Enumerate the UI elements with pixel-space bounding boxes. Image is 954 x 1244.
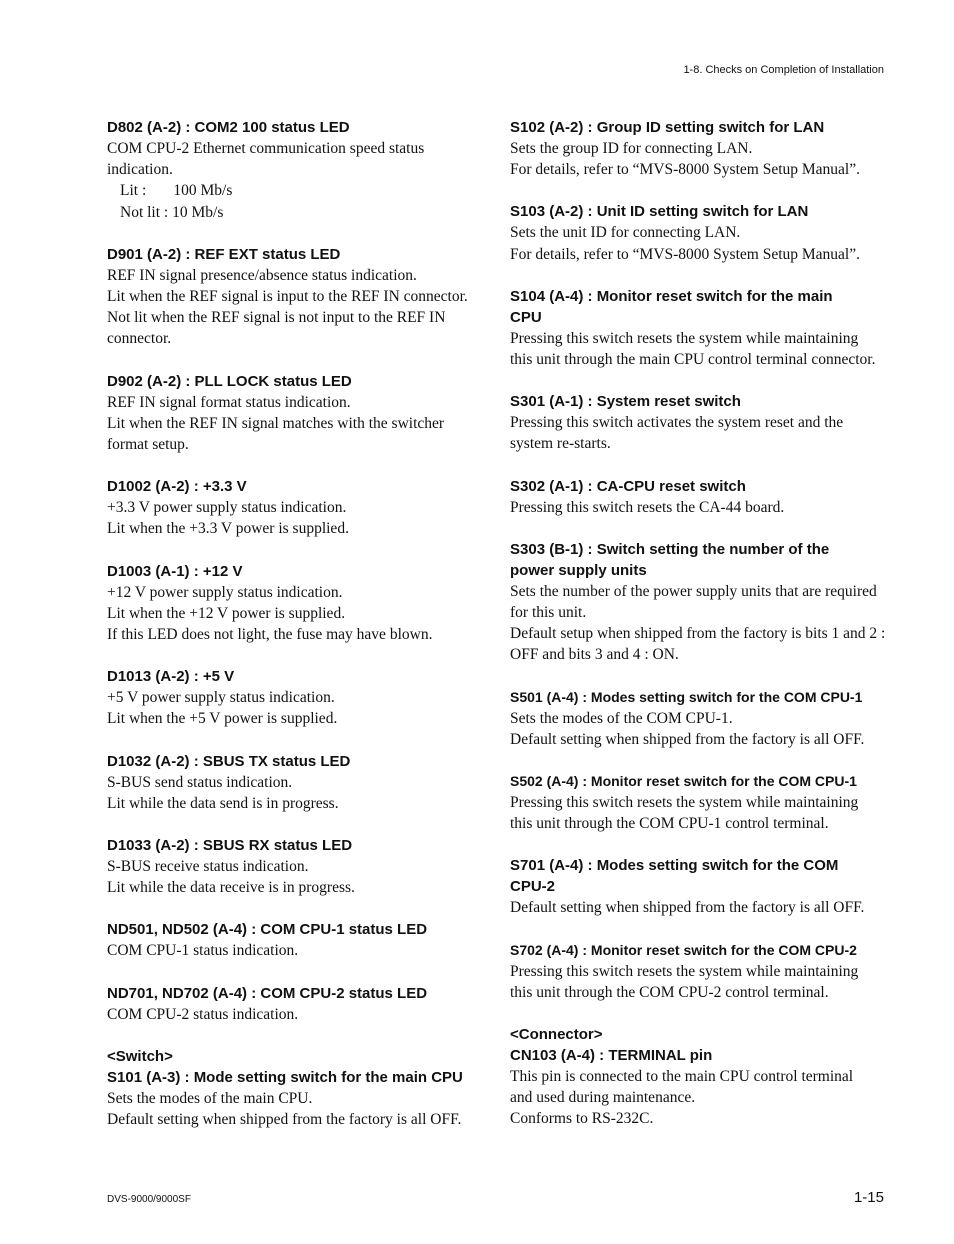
page-number: 1-15 <box>853 1189 884 1206</box>
entry-title: <Switch> S101 (A-3) : Mode setting switch for the main CPU <box>107 1047 463 1086</box>
entry-s103 <box>510 201 888 264</box>
entry-title: S303 (B-1) : Switch setting the number of the power supply units <box>510 540 830 579</box>
entry-title: D1002 (A-2) : +3.3 V <box>107 478 247 496</box>
entry-d1003 <box>107 561 485 646</box>
entry-s101 <box>107 1046 485 1130</box>
entry-title: S302 (A-1) : CA-CPU reset switch <box>510 477 746 495</box>
entry-line: Pressing this switch activates the system reset and the <box>510 414 844 432</box>
left-column <box>107 117 485 1151</box>
entry-title: S301 (A-1) : System reset switch <box>510 393 741 411</box>
entry-line: REF IN signal format status indication. <box>107 393 351 411</box>
entry-title: S702 (A-4) : Monitor reset switch for the COM CPU-2 <box>510 941 857 958</box>
entry-line: for this unit. <box>510 604 587 622</box>
entry-line: connector. <box>107 330 172 348</box>
entry-line: OFF and bits 3 and 4 : ON. <box>510 646 679 664</box>
entry-line: and used during maintenance. <box>510 1089 696 1107</box>
entry-line: Default setting when shipped from the factory is all OFF. <box>107 1111 462 1129</box>
entry-line: If this LED does not light, the fuse may have blown. <box>107 626 433 644</box>
entry-line: Lit while the data send is in progress. <box>107 794 339 812</box>
model-number: DVS-9000/9000SF <box>107 1194 191 1205</box>
entry-line: For details, refer to “MVS-8000 System Setup Manual”. <box>510 245 860 263</box>
entry-d1033 <box>107 835 485 898</box>
entry-title: D1013 (A-2) : +5 V <box>107 668 235 686</box>
entry-line: system re-starts. <box>510 435 611 453</box>
entry-nd501 <box>107 919 485 961</box>
entry-line: Default setup when shipped from the factory is bits 1 and 2 : <box>510 625 886 643</box>
entry-title: S104 (A-4) : Monitor reset switch for the main CPU <box>510 287 833 326</box>
entry-line: Sets the group ID for connecting LAN. <box>510 140 753 157</box>
entry-line: Lit when the +3.3 V power is supplied. <box>107 520 349 538</box>
entry-title: S502 (A-4) : Monitor reset switch for the COM CPU-1 <box>510 773 857 790</box>
entry-s502 <box>510 771 888 834</box>
entry-s701 <box>510 855 888 918</box>
entry-line: Pressing this switch resets the CA-44 board. <box>510 498 785 516</box>
entry-line: REF IN signal presence/absence status indication. <box>107 266 417 284</box>
entry-line: Pressing this switch resets the system while maintaining <box>510 794 859 812</box>
entry-line: +12 V power supply status indication. <box>107 583 343 601</box>
entry-line: Sets the unit ID for connecting LAN. <box>510 224 741 242</box>
entry-line: Lit when the REF IN signal matches with the switcher <box>107 414 445 432</box>
entry-line: Conforms to RS-232C. <box>510 1110 654 1128</box>
entry-title: ND701, ND702 (A-4) : COM CPU-2 status LED <box>107 984 428 1002</box>
entry-line: COM CPU-2 status indication. <box>107 1005 299 1023</box>
entry-line: For details, refer to “MVS-8000 System Setup Manual”. <box>510 161 860 179</box>
entry-line: indication. <box>107 161 173 179</box>
entry-s501 <box>510 687 888 750</box>
entry-line: Default setting when shipped from the factory is all OFF. <box>510 899 865 917</box>
entry-line-indented: Not lit : 10 Mb/s <box>120 203 224 221</box>
entry-line: Sets the modes of the COM CPU-1. <box>510 709 733 727</box>
entry-d902 <box>107 371 485 456</box>
entry-title: D901 (A-2) : REF EXT status LED <box>107 245 341 263</box>
entry-s303 <box>510 539 888 666</box>
entry-line: Lit when the REF signal is input to the REF IN connector. <box>107 288 468 306</box>
entry-title: <Connector> CN103 (A-4) : TERMINAL pin <box>510 1026 713 1065</box>
entry-line: S-BUS receive status indication. <box>107 858 309 876</box>
entry-title: S102 (A-2) : Group ID setting switch for LAN <box>510 119 825 136</box>
entry-s702 <box>510 940 888 1003</box>
entry-line: this unit through the main CPU control terminal connector. <box>510 351 876 369</box>
entry-title: S103 (A-2) : Unit ID setting switch for LAN <box>510 203 809 221</box>
entry-nd701 <box>107 983 485 1025</box>
running-header: 1-8. Checks on Completion of Installation <box>683 64 884 76</box>
entry-title: S701 (A-4) : Modes setting switch for the COM CPU-2 <box>510 857 839 896</box>
entry-d802 <box>107 117 485 223</box>
entry-line: this unit through the COM CPU-1 control terminal. <box>510 815 829 833</box>
entry-cn103 <box>510 1024 888 1130</box>
entry-title: S501 (A-4) : Modes setting switch for the COM CPU-1 <box>510 688 863 705</box>
entry-line-indented: Lit : 100 Mb/s <box>120 182 233 200</box>
entry-line: Default setting when shipped from the factory is all OFF. <box>510 730 865 748</box>
entry-line: Lit when the +12 V power is supplied. <box>107 604 346 622</box>
entry-line: This pin is connected to the main CPU control terminal <box>510 1068 854 1086</box>
entry-line: Sets the number of the power supply units that are required <box>510 582 877 600</box>
entry-line: COM CPU-2 Ethernet communication speed status <box>107 140 425 157</box>
entry-s104 <box>510 286 888 370</box>
entry-d1002 <box>107 476 485 539</box>
entry-title: D802 (A-2) : COM2 100 status LED <box>107 119 350 136</box>
right-column <box>510 117 888 1151</box>
entry-title: D902 (A-2) : PLL LOCK status LED <box>107 372 352 390</box>
entry-title: D1003 (A-1) : +12 V <box>107 562 243 580</box>
entry-line: Lit while the data receive is in progress. <box>107 879 355 897</box>
entry-line: Not lit when the REF signal is not input to the REF IN <box>107 309 446 327</box>
entry-d1013 <box>107 666 485 729</box>
entry-d1032 <box>107 751 485 814</box>
entry-line: COM CPU-1 status indication. <box>107 942 299 960</box>
entry-line: this unit through the COM CPU-2 control terminal. <box>510 983 829 1001</box>
entry-title: D1033 (A-2) : SBUS RX status LED <box>107 837 353 855</box>
entry-line: Pressing this switch resets the system while maintaining <box>510 962 859 980</box>
entry-d901 <box>107 244 485 350</box>
entry-line: Lit when the +5 V power is supplied. <box>107 710 338 728</box>
entry-line: +3.3 V power supply status indication. <box>107 499 347 517</box>
entry-s302 <box>510 476 888 518</box>
entry-title: D1032 (A-2) : SBUS TX status LED <box>107 752 351 770</box>
entry-s301 <box>510 391 888 454</box>
entry-title: ND501, ND502 (A-4) : COM CPU-1 status LED <box>107 921 428 939</box>
entry-s102 <box>510 117 888 180</box>
entry-line: format setup. <box>107 436 189 454</box>
entry-line: Pressing this switch resets the system while maintaining <box>510 329 859 347</box>
entry-line: +5 V power supply status indication. <box>107 689 335 707</box>
entry-line: S-BUS send status indication. <box>107 773 293 791</box>
entry-line: Sets the modes of the main CPU. <box>107 1089 313 1107</box>
